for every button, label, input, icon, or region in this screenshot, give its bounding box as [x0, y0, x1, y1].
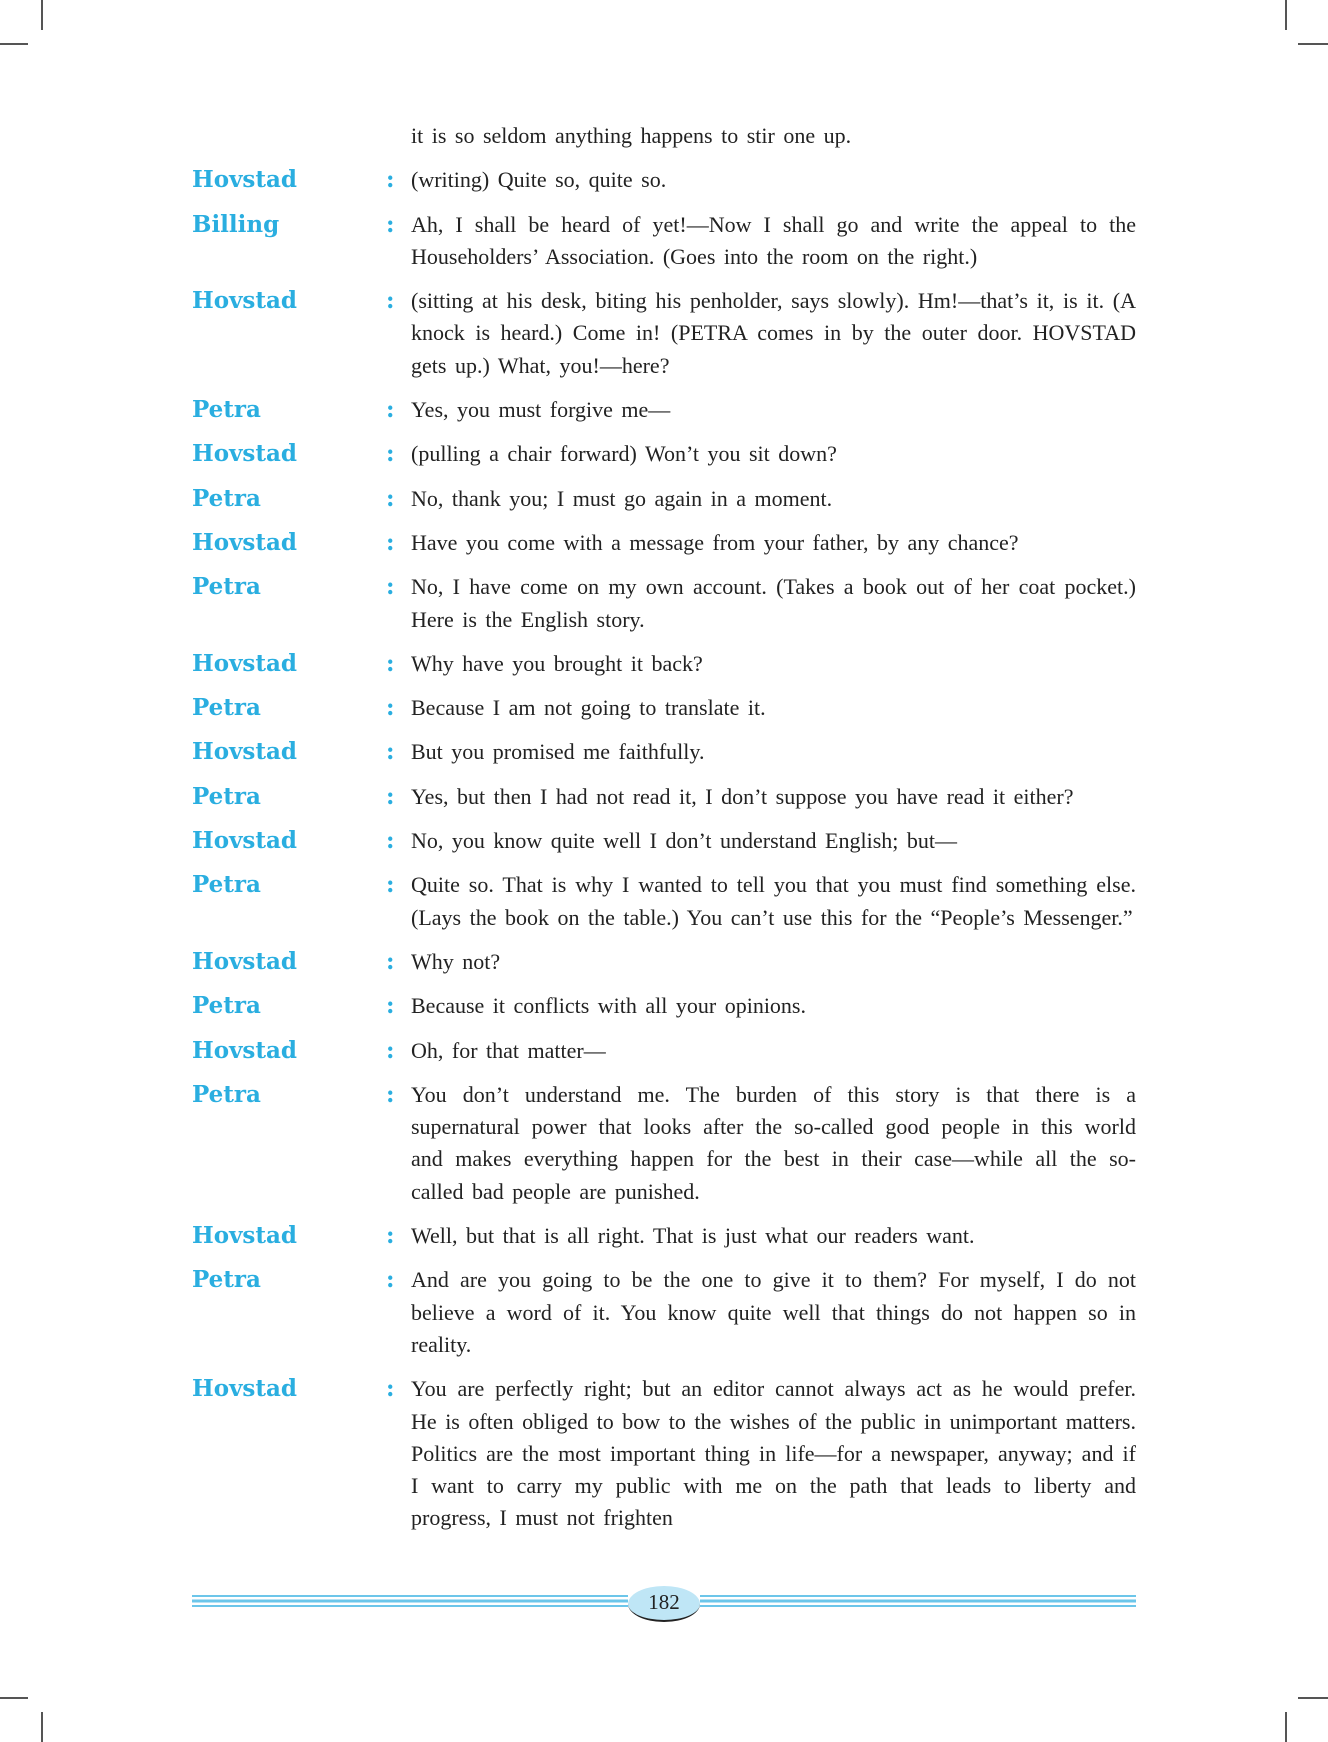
page-number: 182: [628, 1586, 700, 1622]
dialogue-list: [0, 164, 1328, 1534]
dialogue-text: You don’t understand me. The burden of this story is that there is a supernatural power that looks after the so-called good people in this world and makes everything happen for the best in their case—while all the so-called bad people are punished.: [411, 1081, 1136, 1204]
dialogue-text: No, thank you; I must go again in a moment.: [411, 485, 833, 511]
dialogue-text: Yes, you must forgive me—: [411, 397, 671, 423]
dialogue-text: (sitting at his desk, biting his penholder, says slowly). Hm!—that’s it, is it. (A knock is heard.) Come in! (PETRA comes in by the outer door. HOVSTAD gets up.) What, you!—here?: [411, 288, 1136, 378]
dialogue-line: [0, 692, 1328, 724]
speaker-name: Hovstad: [192, 528, 297, 556]
speaker-name: Hovstad: [192, 1375, 297, 1403]
dialogue-text: Quite so. That is why I wanted to tell you that you must find something else. (Lays the book on the table.) You can’t use this for the “People’s Messenger.”: [411, 872, 1136, 930]
speaker-separator: :: [386, 649, 395, 677]
dialogue-text: (pulling a chair forward) Won’t you sit down?: [411, 441, 837, 467]
dialogue-text: Well, but that is all right. That is just what our readers want.: [411, 1223, 975, 1249]
dialogue-line: [0, 1220, 1328, 1252]
dialogue-line: [0, 648, 1328, 680]
dialogue-text: Because I am not going to translate it.: [411, 695, 766, 721]
speaker-name: Hovstad: [192, 166, 297, 194]
speaker-separator: :: [386, 738, 395, 766]
dialogue-line: [0, 164, 1328, 196]
dialogue-text: You are perfectly right; but an editor cannot always act as he would prefer. He is often obliged to bow to the wishes of the public in unimportant matters. Politics are the most important thing in life—for a newspaper, anyway; and if I want to carry my public with me on the path that leads to liberty and progress, I must not frighten: [411, 1376, 1136, 1531]
speaker-separator: :: [386, 528, 395, 556]
dialogue-text: (writing) Quite so, quite so.: [411, 167, 667, 193]
dialogue-text: And are you going to be the one to give it to them? For myself, I do not believe a word of it. You know quite well that things do not happen so in reality.: [411, 1267, 1136, 1357]
dialogue-line: [0, 946, 1328, 978]
speaker-separator: :: [386, 947, 395, 975]
speaker-name: Billing: [192, 210, 280, 238]
speaker-separator: :: [386, 484, 395, 512]
dialogue-text: Why have you brought it back?: [411, 650, 703, 676]
dialogue-line: [0, 527, 1328, 559]
dialogue-text: Oh, for that matter—: [411, 1037, 606, 1063]
speaker-separator: :: [386, 1375, 395, 1403]
crop-mark: [0, 43, 28, 45]
speaker-name: Hovstad: [192, 1036, 297, 1064]
dialogue-line: [0, 285, 1328, 382]
speaker-separator: :: [386, 782, 395, 810]
dialogue-line: [0, 736, 1328, 768]
speaker-separator: :: [386, 827, 395, 855]
speaker-name: Petra: [192, 396, 261, 424]
crop-mark: [1298, 43, 1328, 45]
dialogue-text: Ah, I shall be heard of yet!—Now I shall go and write the appeal to the Householders’ Association. (Goes into the room on the right.): [411, 211, 1136, 269]
speaker-name: Petra: [192, 1080, 261, 1108]
speaker-separator: :: [386, 573, 395, 601]
page-footer: [192, 1582, 1136, 1622]
dialogue-text: But you promised me faithfully.: [411, 739, 705, 765]
crop-mark: [41, 0, 43, 30]
dialogue-text: Yes, but then I had not read it, I don’t suppose you have read it either?: [411, 783, 1074, 809]
dialogue-text: No, you know quite well I don’t understand English; but—: [411, 828, 957, 854]
crop-mark: [41, 1712, 43, 1742]
dialogue-text: Because it conflicts with all your opinions.: [411, 993, 806, 1019]
crop-mark: [0, 1697, 28, 1699]
speaker-name: Hovstad: [192, 649, 297, 677]
play-dialogue: [0, 120, 1328, 1547]
speaker-separator: :: [386, 1266, 395, 1294]
speaker-separator: :: [386, 396, 395, 424]
crop-mark: [1298, 1697, 1328, 1699]
speaker-name: Hovstad: [192, 1222, 297, 1250]
dialogue-line: [0, 483, 1328, 515]
speaker-name: Petra: [192, 992, 261, 1020]
dialogue-line: [0, 571, 1328, 636]
speaker-separator: :: [386, 166, 395, 194]
dialogue-line: [0, 1373, 1328, 1534]
dialogue-line: [0, 1079, 1328, 1208]
speaker-name: Hovstad: [192, 827, 297, 855]
dialogue-line: [0, 869, 1328, 934]
speaker-name: Hovstad: [192, 738, 297, 766]
dialogue-text: Have you come with a message from your father, by any chance?: [411, 529, 1019, 555]
speaker-separator: :: [386, 694, 395, 722]
dialogue-text: No, I have come on my own account. (Takes a book out of her coat pocket.) Here is the English story.: [411, 574, 1136, 632]
crop-mark: [1285, 0, 1287, 30]
dialogue-line: [0, 209, 1328, 274]
dialogue-line: [0, 781, 1328, 813]
speaker-name: Hovstad: [192, 440, 297, 468]
crop-mark: [1285, 1712, 1287, 1742]
speaker-name: Petra: [192, 694, 261, 722]
dialogue-line: [0, 1035, 1328, 1067]
dialogue-text: Why not?: [411, 948, 501, 974]
dialogue-line: [0, 438, 1328, 470]
speaker-separator: :: [386, 992, 395, 1020]
dialogue-line: [0, 394, 1328, 426]
speaker-separator: :: [386, 1222, 395, 1250]
dialogue-line: [0, 1264, 1328, 1361]
dialogue-line: [0, 990, 1328, 1022]
speaker-separator: :: [386, 440, 395, 468]
dialogue-text: it is so seldom anything happens to stir one up.: [411, 123, 852, 148]
speaker-separator: :: [386, 1036, 395, 1064]
speaker-separator: :: [386, 1080, 395, 1108]
speaker-separator: :: [386, 287, 395, 315]
continuation-line: [0, 120, 1328, 152]
dialogue-line: [0, 825, 1328, 857]
speaker-name: Petra: [192, 573, 261, 601]
speaker-name: Petra: [192, 1266, 261, 1294]
speaker-name: Hovstad: [192, 947, 297, 975]
speaker-name: Petra: [192, 782, 261, 810]
speaker-name: Hovstad: [192, 287, 297, 315]
speaker-separator: :: [386, 871, 395, 899]
speaker-name: Petra: [192, 484, 261, 512]
speaker-name: Petra: [192, 871, 261, 899]
speaker-separator: :: [386, 210, 395, 238]
